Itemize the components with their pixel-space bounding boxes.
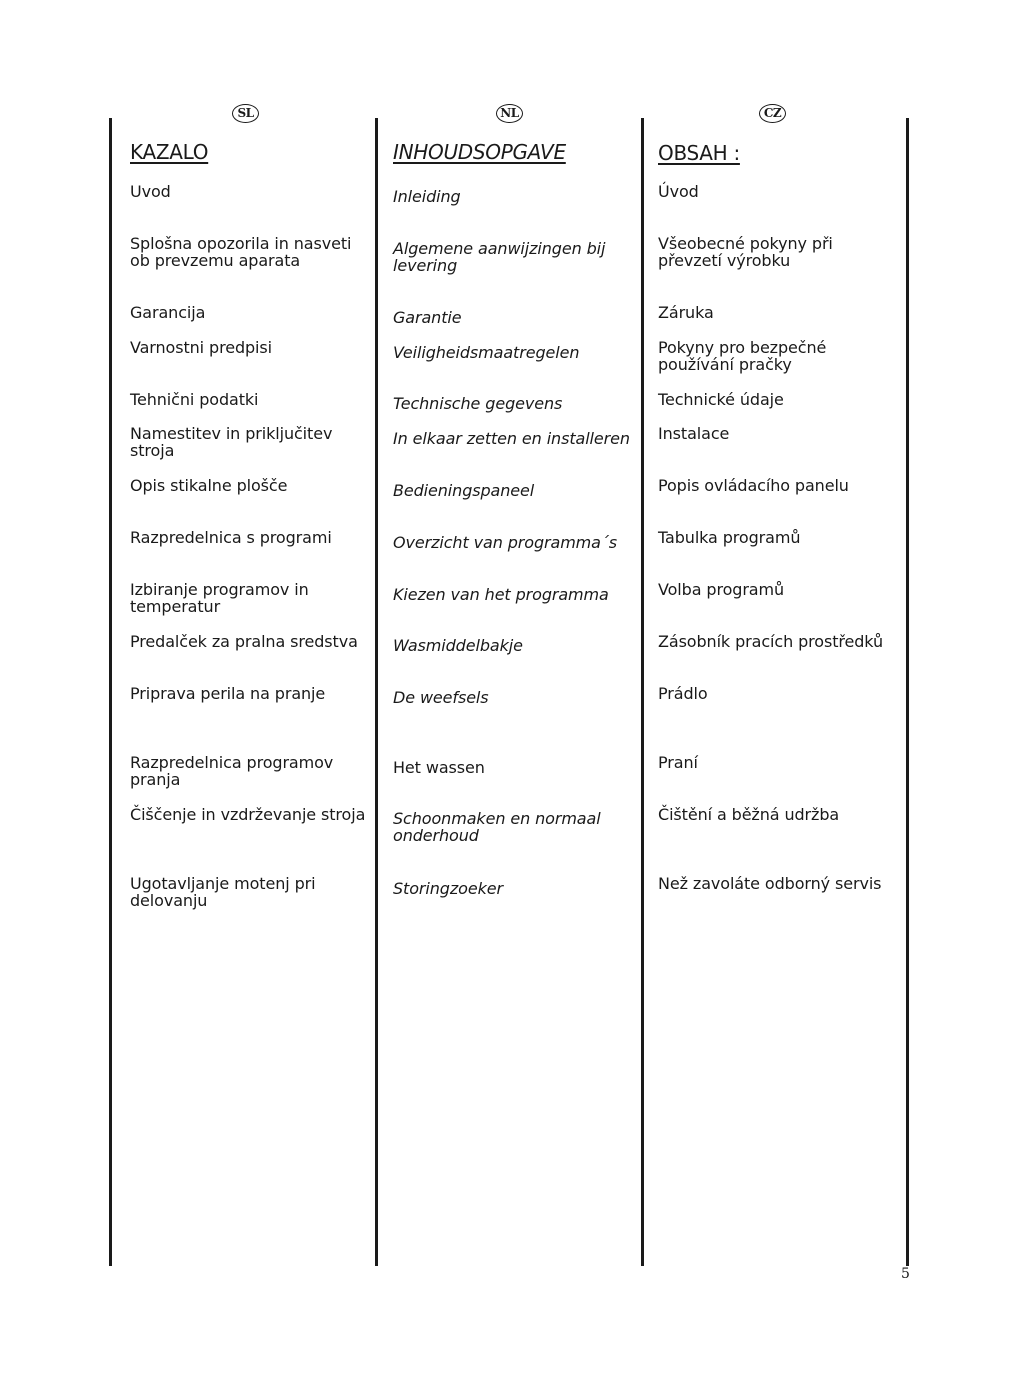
- language-badge-nl: NL: [496, 104, 523, 123]
- toc-item: Varnostni predpisi: [130, 338, 272, 357]
- toc-title: KAZALO: [130, 140, 209, 164]
- language-badge-sl: SL: [232, 104, 259, 123]
- toc-item: Instalace: [658, 424, 730, 443]
- column-divider-3: [641, 118, 644, 1266]
- toc-item: Záruka: [658, 303, 714, 322]
- toc-item: Overzicht van programma´s: [393, 533, 618, 552]
- toc-item: Predalček za pralna sredstva: [130, 632, 358, 651]
- toc-item: Razpredelnica programov pranja: [130, 753, 334, 789]
- page-number: 5: [901, 1266, 910, 1282]
- toc-item: In elkaar zetten en installeren: [393, 429, 630, 448]
- toc-item: Wasmiddelbakje: [393, 636, 523, 655]
- toc-item: Garancija: [130, 303, 206, 322]
- toc-item: Inleiding: [393, 187, 461, 206]
- toc-title: INHOUDSOPGAVE: [393, 140, 566, 164]
- toc-item: Prádlo: [658, 684, 708, 703]
- toc-item: Všeobecné pokyny při převzetí výrobku: [658, 234, 833, 270]
- toc-item: Opis stikalne plošče: [130, 476, 288, 495]
- column-divider-1: [109, 118, 112, 1266]
- toc-item: Uvod: [130, 182, 171, 201]
- toc-item: De weefsels: [393, 688, 489, 707]
- toc-item: Splošna opozorila in nasveti ob prevzemu aparata: [130, 234, 352, 270]
- toc-item: Namestitev in priključitev stroja: [130, 424, 333, 460]
- toc-item: Algemene aanwijzingen bij levering: [393, 239, 606, 275]
- toc-item: Technische gegevens: [393, 394, 563, 413]
- toc-item: Čištění a běžná udržba: [658, 805, 840, 824]
- toc-item: Het wassen: [393, 758, 485, 777]
- toc-item: Garantie: [393, 308, 462, 327]
- toc-item: Schoonmaken en normaal onderhoud: [393, 809, 601, 845]
- toc-item: Tabulka programů: [658, 528, 801, 547]
- toc-item: Storingzoeker: [393, 879, 503, 898]
- toc-item: Priprava perila na pranje: [130, 684, 326, 703]
- column-divider-2: [375, 118, 378, 1266]
- column-divider-4: [906, 118, 909, 1266]
- toc-item: Čiščenje in vzdrževanje stroja: [130, 805, 366, 824]
- toc-item: Razpredelnica s programi: [130, 528, 332, 547]
- language-badge-cz: CZ: [759, 104, 786, 123]
- toc-item: Praní: [658, 753, 698, 772]
- toc-item: Volba programů: [658, 580, 785, 599]
- toc-title: OBSAH :: [658, 141, 740, 165]
- toc-item: Technické údaje: [658, 390, 784, 409]
- toc-item: Veiligheidsmaatregelen: [393, 343, 580, 362]
- toc-item: Než zavoláte odborný servis: [658, 874, 882, 893]
- toc-item: Úvod: [658, 182, 699, 201]
- toc-item: Ugotavljanje motenj pri delovanju: [130, 874, 316, 910]
- toc-item: Zásobník pracích prostředků: [658, 632, 884, 651]
- toc-item: Popis ovládacího panelu: [658, 476, 849, 495]
- toc-item: Pokyny pro bezpečné používání pračky: [658, 338, 827, 374]
- toc-item: Tehnični podatki: [130, 390, 259, 409]
- toc-item: Kiezen van het programma: [393, 585, 609, 604]
- toc-item: Izbiranje programov in temperatur: [130, 580, 309, 616]
- toc-item: Bedieningspaneel: [393, 481, 535, 500]
